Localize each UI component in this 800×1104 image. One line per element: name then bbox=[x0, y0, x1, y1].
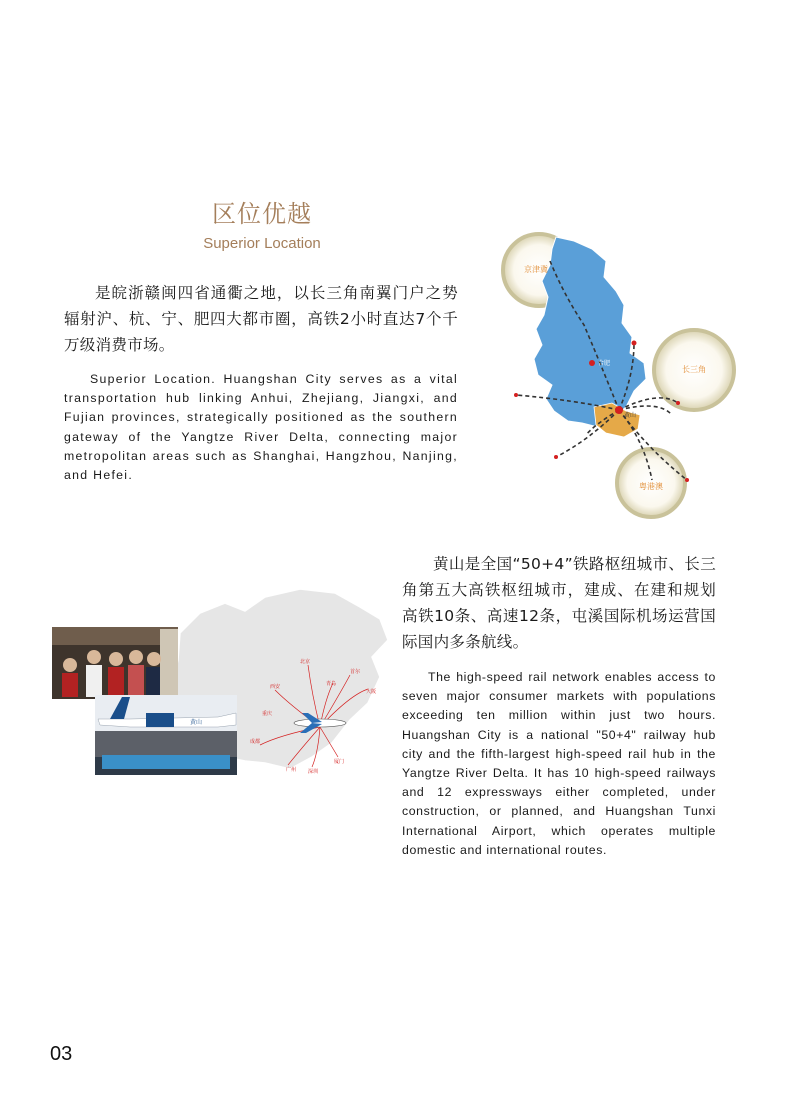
transport-paragraph-en: The high-speed rail network enables access to seven major consumer markets with populations exceeding ten million within just two hours. Huangshan City is a national "50+4" railway hub city and the fifth-largest high-speed rail hub in the Yangtze River Delta. It has 10 high-speed railways and 12 expressways either completed, under construction, or planned, and Huangshan Tunxi International Airport, which operates multiple domestic and international routes. bbox=[402, 670, 716, 857]
svg-text:广州: 广州 bbox=[286, 767, 297, 773]
label-huangshan: 黄山 bbox=[624, 412, 637, 419]
label-jingjinji: 京津冀 bbox=[524, 265, 548, 274]
svg-text:厦门: 厦门 bbox=[334, 759, 345, 765]
label-hefei: 合肥 bbox=[598, 360, 611, 367]
svg-text:大阪: 大阪 bbox=[366, 689, 377, 695]
svg-text:成都: 成都 bbox=[250, 739, 261, 745]
anhui-province-shape bbox=[534, 237, 646, 427]
intro-paragraph-cn: 是皖浙赣闽四省通衢之地，以长三角南翼门户之势辐射沪、杭、宁、肥四大都市圈，高铁2小时直达7个千万级消费市场。 bbox=[64, 284, 458, 354]
label-yangtze-delta: 长三角 bbox=[682, 365, 706, 374]
airplane-livery-text: 黄山 bbox=[190, 719, 203, 726]
svg-text:重庆: 重庆 bbox=[262, 711, 273, 717]
label-gba: 粤港澳 bbox=[639, 482, 663, 491]
section-title-en: Superior Location bbox=[203, 235, 321, 252]
transport-paragraph-cn: 黄山是全国“50+4”铁路枢纽城市、长三角第五大高铁枢纽城市，建成、在建和规划高铁10条、高速12条，屯溪国际机场运营国际国内多条航线。 bbox=[402, 555, 716, 651]
photo-airplane-ceremony bbox=[95, 695, 237, 775]
svg-text:首尔: 首尔 bbox=[350, 669, 361, 675]
anhui-location-map bbox=[494, 225, 744, 525]
intro-paragraph-en: Superior Location. Huangshan City serves as a vital transportation hub linking Anhui, Zhejiang, Jiangxi, and Fujian provinces, strategically positioned as the southern gateway of the Yangtze River Delta, connecting major metropolitan areas such as Shanghai, Hangzhou, Nanjing, and Hefei. bbox=[64, 372, 458, 483]
svg-text:青岛: 青岛 bbox=[326, 681, 337, 687]
china-flight-routes-map bbox=[50, 585, 395, 785]
section-title-cn: 区位优越 bbox=[212, 200, 312, 228]
page-number: 03 bbox=[50, 1043, 73, 1065]
svg-text:深圳: 深圳 bbox=[308, 769, 319, 775]
svg-text:西安: 西安 bbox=[270, 684, 281, 690]
photo-flight-attendants bbox=[52, 627, 178, 699]
svg-text:北京: 北京 bbox=[300, 659, 311, 665]
